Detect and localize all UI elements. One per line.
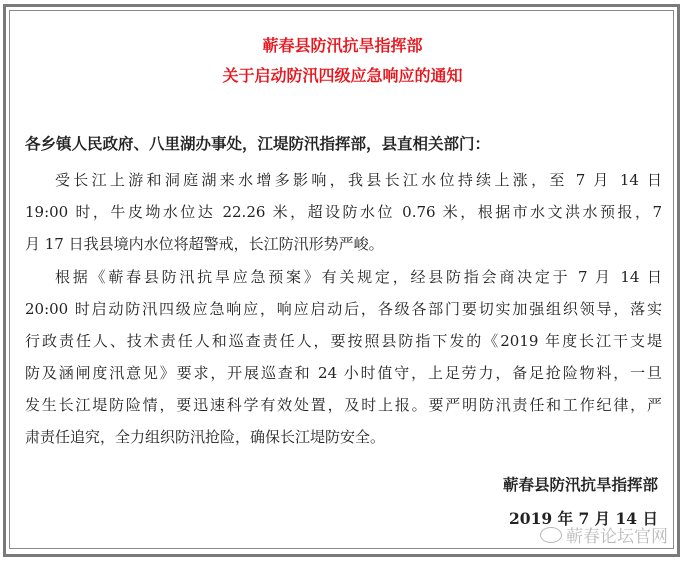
paragraph2-line: 发生长江堤防险情，要迅速科学有效处置，及时上报。要严明防汛责任和工作纪律，严: [25, 396, 662, 414]
signature-date: 2019 年 7 月 14 日: [509, 509, 658, 528]
watermark: [540, 522, 668, 547]
document-title-issuer: 蕲春县防汛抗旱指挥部: [262, 36, 423, 55]
watermark-text: 蕲春论坛官网: [566, 527, 668, 547]
paragraph2-line: 肃责任追究，全力组织防汛抢险，确保长江堤防安全。: [25, 428, 386, 446]
paragraph1-line: 月 17 日我县境内水位将超警戒，长江防汛形势严峻。: [25, 235, 384, 253]
paragraph2-line: 防及涵闸度汛意见》要求，开展巡查和 24 小时值守，上足劳力，备足抢险物料，一旦: [25, 364, 662, 382]
paragraph1-line: 受长江上游和洞庭湖来水增多影响，我县长江水位持续上涨，至 7 月 14 日: [55, 171, 662, 189]
paragraph2-line: 20:00 时启动防汛四级应急响应，响应启动后，各级各部门要切实加强组织领导，落实: [25, 300, 662, 318]
wechat-icon: [540, 527, 562, 543]
salutation: 各乡镇人民政府、八里湖办事处，江堤防汛指挥部，县直相关部门：: [25, 134, 491, 153]
document-title: 关于启动防汛四级应急响应的通知: [222, 66, 463, 85]
paragraph2-line: 行政责任人、技术责任人和巡查责任人，要按照县防指下发的《2019 年度长江干支堤: [25, 332, 662, 350]
paragraph2-line: 根据《蕲春县防汛抗旱应急预案》有关规定，经县防指会商决定于 7 月 14 日: [55, 268, 662, 286]
paragraph1-line: 19:00 时，牛皮坳水位达 22.26 米，超设防水位 0.76 米，根据市水文洪水预报，7: [25, 203, 662, 221]
signature: 蕲春县防汛抗旱指挥部: [502, 475, 658, 494]
